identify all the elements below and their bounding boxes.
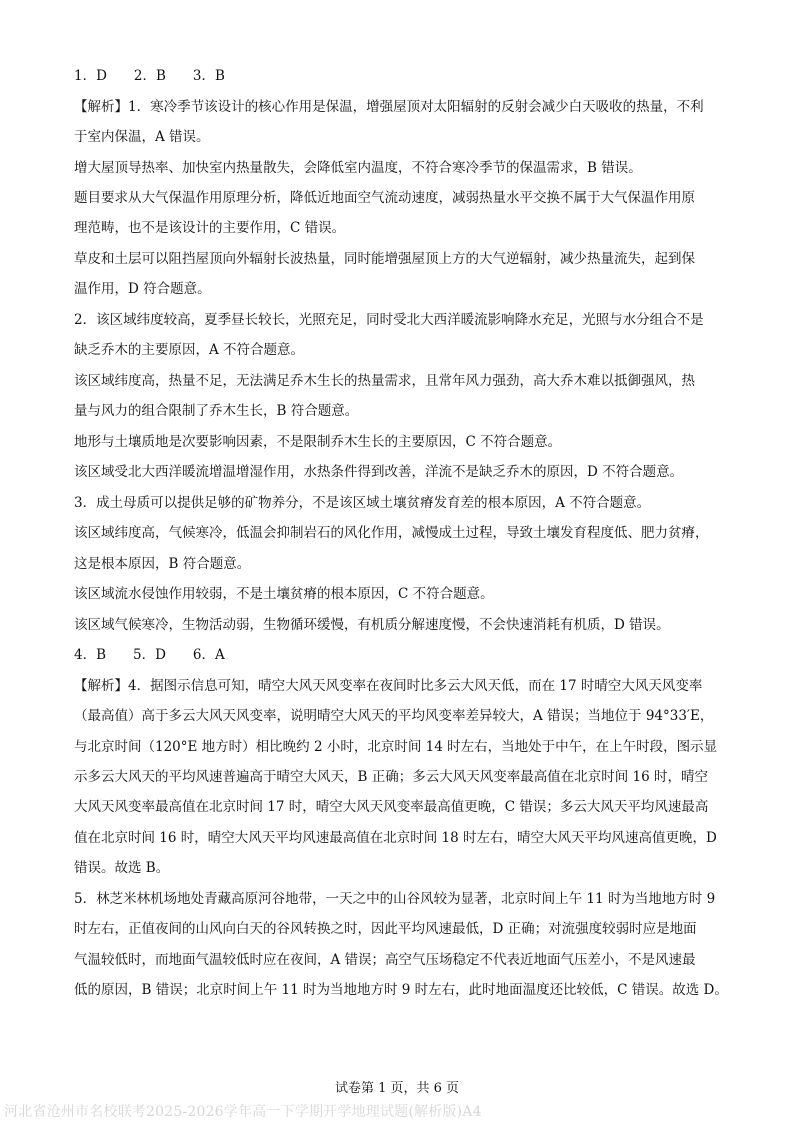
text-line: 【解析】1．寒冷季节该设计的核心作用是保温，增强屋顶对太阳辐射的反射会减少白天吸收的热量，不利 — [74, 99, 704, 115]
text-line: 1．D 2．B 3．B — [74, 68, 225, 84]
text-line: 该区域流水侵蚀作用较弱，不是土壤贫瘠的根本原因，C 不符合题意。 — [74, 586, 494, 602]
text-line: 这是根本原因，B 符合题意。 — [74, 556, 251, 572]
text-line: 错误。故选 B。 — [74, 860, 170, 876]
text-line: 增大屋顶导热率、加快室内热量散失，会降低室内温度，不符合寒冷季节的保温需求，B 错误。 — [74, 160, 642, 176]
text-line: 理范畴，也不是该设计的主要作用，C 错误。 — [74, 220, 346, 236]
text-line: 温作用，D 符合题意。 — [74, 281, 211, 297]
text-line: 3．成土母质可以提供足够的矿物养分，不是该区域土壤贫瘠发育差的根本原因，A 不符合题意。 — [74, 495, 651, 511]
watermark: 河北省沧州市名校联考2025-2026学年高一下学期开学地理试题(解析版)A4 — [4, 1104, 482, 1120]
text-line: 量与风力的组合限制了乔木生长，B 符合题意。 — [74, 403, 359, 419]
text-line: 与北京时间（120°E 地方时）相比晚约 2 小时，北京时间 14 时左右，当地处于中午，在上午时段，图示显 — [74, 739, 718, 755]
text-line: 低的原因，B 错误；北京时间上午 11 时为当地地方时 9 时左右，此时地面温度还比较低，C 错误。故选 D。 — [74, 982, 728, 998]
text-line: 时左右，正值夜间的山风向白天的谷风转换之时，因此平均风速最低，D 正确；对流强度较弱时应是地面 — [74, 921, 697, 937]
text-line: 5．林芝米林机场地处青藏高原河谷地带，一天之中的山谷风较为显著，北京时间上午 11 时为当地地方时 9 — [74, 891, 716, 907]
text-line: 于室内保温，A 错误。 — [74, 129, 210, 145]
text-line: 值在北京时间 16 时，晴空大风天平均风速最高值在北京时间 18 时左右，晴空大风天平均风速高值更晚，D — [74, 830, 717, 846]
text-line: 该区域受北大西洋暖流增温增湿作用，水热条件得到改善，洋流不是缺乏乔木的原因，D 不符合题意。 — [74, 464, 684, 480]
text-line: 4．B 5．D 6．A — [74, 647, 225, 663]
text-line: 气温较低时，而地面气温较低时应在夜间，A 错误；高空气压场稳定不代表近地面气压差小，不是风速最 — [74, 952, 696, 968]
text-line: 该区域气候寒冷，生物活动弱，生物循环缓慢，有机质分解速度慢，不会快速消耗有机质，D 错误。 — [74, 617, 670, 633]
text-line: 2．该区域纬度较高，夏季昼长较长，光照充足，同时受北大西洋暖流影响降水充足，光照与水分组合不是 — [74, 312, 704, 328]
text-line: 缺乏乔木的主要原因，A 不符合题意。 — [74, 342, 305, 358]
text-line: 草皮和土层可以阻挡屋顶向外辐射长波热量，同时能增强屋顶上方的大气逆辐射，减少热量流失，起到保 — [74, 251, 695, 267]
text-line: 该区域纬度高，热量不足，无法满足乔木生长的热量需求，且常年风力强劲，高大乔木难以抵御强风，热 — [74, 373, 695, 389]
text-line: 该区域纬度高，气候寒冷，低温会抑制岩石的风化作用，减慢成土过程，导致土壤发育程度低、肥力贫瘠， — [74, 525, 709, 541]
text-line: 【解析】4．据图示信息可知，晴空大风天风变率在夜间时比多云大风天低，而在 17 时晴空大风天风变率 — [74, 678, 703, 694]
text-line: 地形与土壤质地是次要影响因素，不是限制乔木生长的主要原因，C 不符合题意。 — [74, 434, 562, 450]
text-line: 题目要求从大气保温作用原理分析，降低近地面空气流动速度，减弱热量水平交换不属于大气保温作用原 — [74, 190, 695, 206]
text-line: 大风天风变率最高值在北京时间 17 时，晴空大风天风变率最高值更晚，C 错误；多云大风天平均风速最高 — [74, 799, 709, 815]
page-footer: 试卷第 1 页，共 6 页 — [334, 1081, 460, 1096]
text-line: （最高值）高于多云大风天风变率，说明晴空大风天的平均风变率差异较大，A 错误；当地位于 94°33′E， — [74, 708, 714, 724]
text-line: 示多云大风天的平均风速普遍高于晴空大风天，B 正确；多云大风天风变率最高值在北京时间 16 时，晴空 — [74, 769, 708, 785]
